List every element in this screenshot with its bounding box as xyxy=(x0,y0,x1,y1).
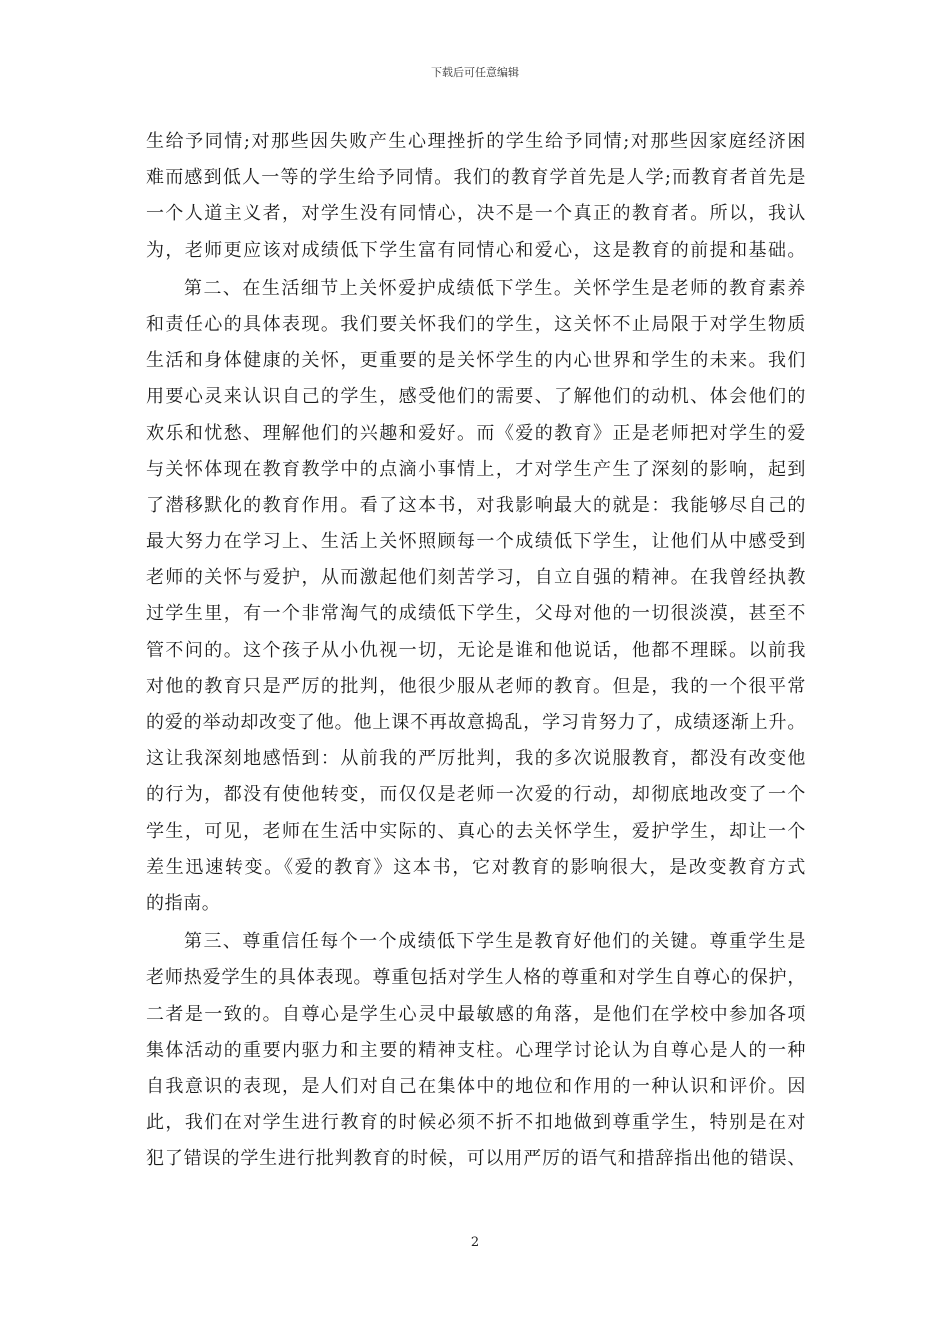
text-line: 的爱的举动却改变了他。他上课不再故意捣乱，学习肯努力了，成绩逐渐上升。 xyxy=(146,712,806,733)
page-header: 下载后可任意编辑 xyxy=(431,66,519,79)
text-line: 的指南。 xyxy=(146,892,221,914)
text-line: 对他的教育只是严厉的批判，他很少服从老师的教育。但是，我的一个很平常 xyxy=(146,675,806,697)
text-line: 最大努力在学习上、生活上关怀照顾每一个成绩低下学生，让他们从中感受到 xyxy=(146,531,806,553)
text-line: 第三、尊重信任每个一个成绩低下学生是教育好他们的关键。尊重学生是 xyxy=(184,931,806,953)
text-line: 欢乐和忧愁、理解他们的兴趣和爱好。而《爱的教育》正是老师把对学生的爱 xyxy=(146,422,806,444)
text-line: 第二、在生活细节上关怀爱护成绩低下学生。关怀学生是老师的教育素养 xyxy=(184,277,806,299)
text-line: 学生，可见，老师在生活中实际的、真心的去关怀学生，爱护学生，却让一个 xyxy=(146,820,806,842)
text-line: 犯了错误的学生进行批判教育的时候，可以用严厉的语气和措辞指出他的错误、 xyxy=(146,1148,806,1170)
text-line: 管不问的。这个孩子从小仇视一切，无论是谁和他说话，他都不理睬。以前我 xyxy=(146,639,806,661)
text-line: 老师的关怀与爱护，从而激起他们刻苦学习，自立自强的精神。在我曾经执教 xyxy=(146,567,806,589)
document-body xyxy=(146,124,806,1177)
text-line: 二者是一致的。自尊心是学生心灵中最敏感的角落，是他们在学校中参加各项 xyxy=(146,1003,806,1025)
paragraph-3 xyxy=(146,924,806,1177)
text-line: 了潜移默化的教育作用。看了这本书，对我影响最大的就是：我能够尽自己的 xyxy=(146,494,806,516)
text-line: 一个人道主义者，对学生没有同情心，决不是一个真正的教育者。所以，我认 xyxy=(146,203,806,225)
text-line: 这让我深刻地感悟到：从前我的严厉批判，我的多次说服教育，都没有改变他 xyxy=(146,748,806,770)
text-line: 与关怀体现在教育教学中的点滴小事情上，才对学生产生了深刻的影响，起到 xyxy=(146,458,806,480)
text-line: 为，老师更应该对成绩低下学生富有同情心和爱心，这是教育的前提和基础。 xyxy=(146,239,806,261)
text-line: 生活和身体健康的关怀，更重要的是关怀学生的内心世界和学生的未来。我们 xyxy=(146,350,806,372)
text-line: 自我意识的表现，是人们对自己在集体中的地位和作用的一种认识和评价。因 xyxy=(146,1075,806,1097)
text-line: 的行为，都没有使他转变，而仅仅是老师一次爱的行动，却彻底地改变了一个 xyxy=(146,784,806,806)
paragraph-1 xyxy=(146,124,806,269)
text-line: 老师热爱学生的具体表现。尊重包括对学生人格的尊重和对学生自尊心的保护， xyxy=(146,967,806,989)
text-line: 生给予同情;对那些因失败产生心理挫折的学生给予同情;对那些因家庭经济困 xyxy=(146,131,807,152)
text-line: 和责任心的具体表现。我们要关怀我们的学生，这关怀不止局限于对学生物质 xyxy=(146,313,806,335)
text-line: 过学生里，有一个非常淘气的成绩低下学生，父母对他的一切很淡漠，甚至不 xyxy=(146,603,806,625)
text-line: 差生迅速转变。《爱的教育》这本书，它对教育的影响很大，是改变教育方式 xyxy=(146,856,806,878)
text-line: 此，我们在对学生进行教育的时候必须不折不扣地做到尊重学生，特别是在对 xyxy=(146,1112,806,1134)
page-number: 2 xyxy=(470,1235,480,1250)
paragraph-2 xyxy=(146,271,806,922)
text-line: 集体活动的重要内驱力和主要的精神支柱。心理学讨论认为自尊心是人的一种 xyxy=(146,1039,806,1061)
text-line: 用要心灵来认识自己的学生，感受他们的需要、了解他们的动机、体会他们的 xyxy=(146,386,806,408)
text-line: 难而感到低人一等的学生给予同情。我们的教育学首先是人学;而教育者首先是 xyxy=(146,167,806,189)
